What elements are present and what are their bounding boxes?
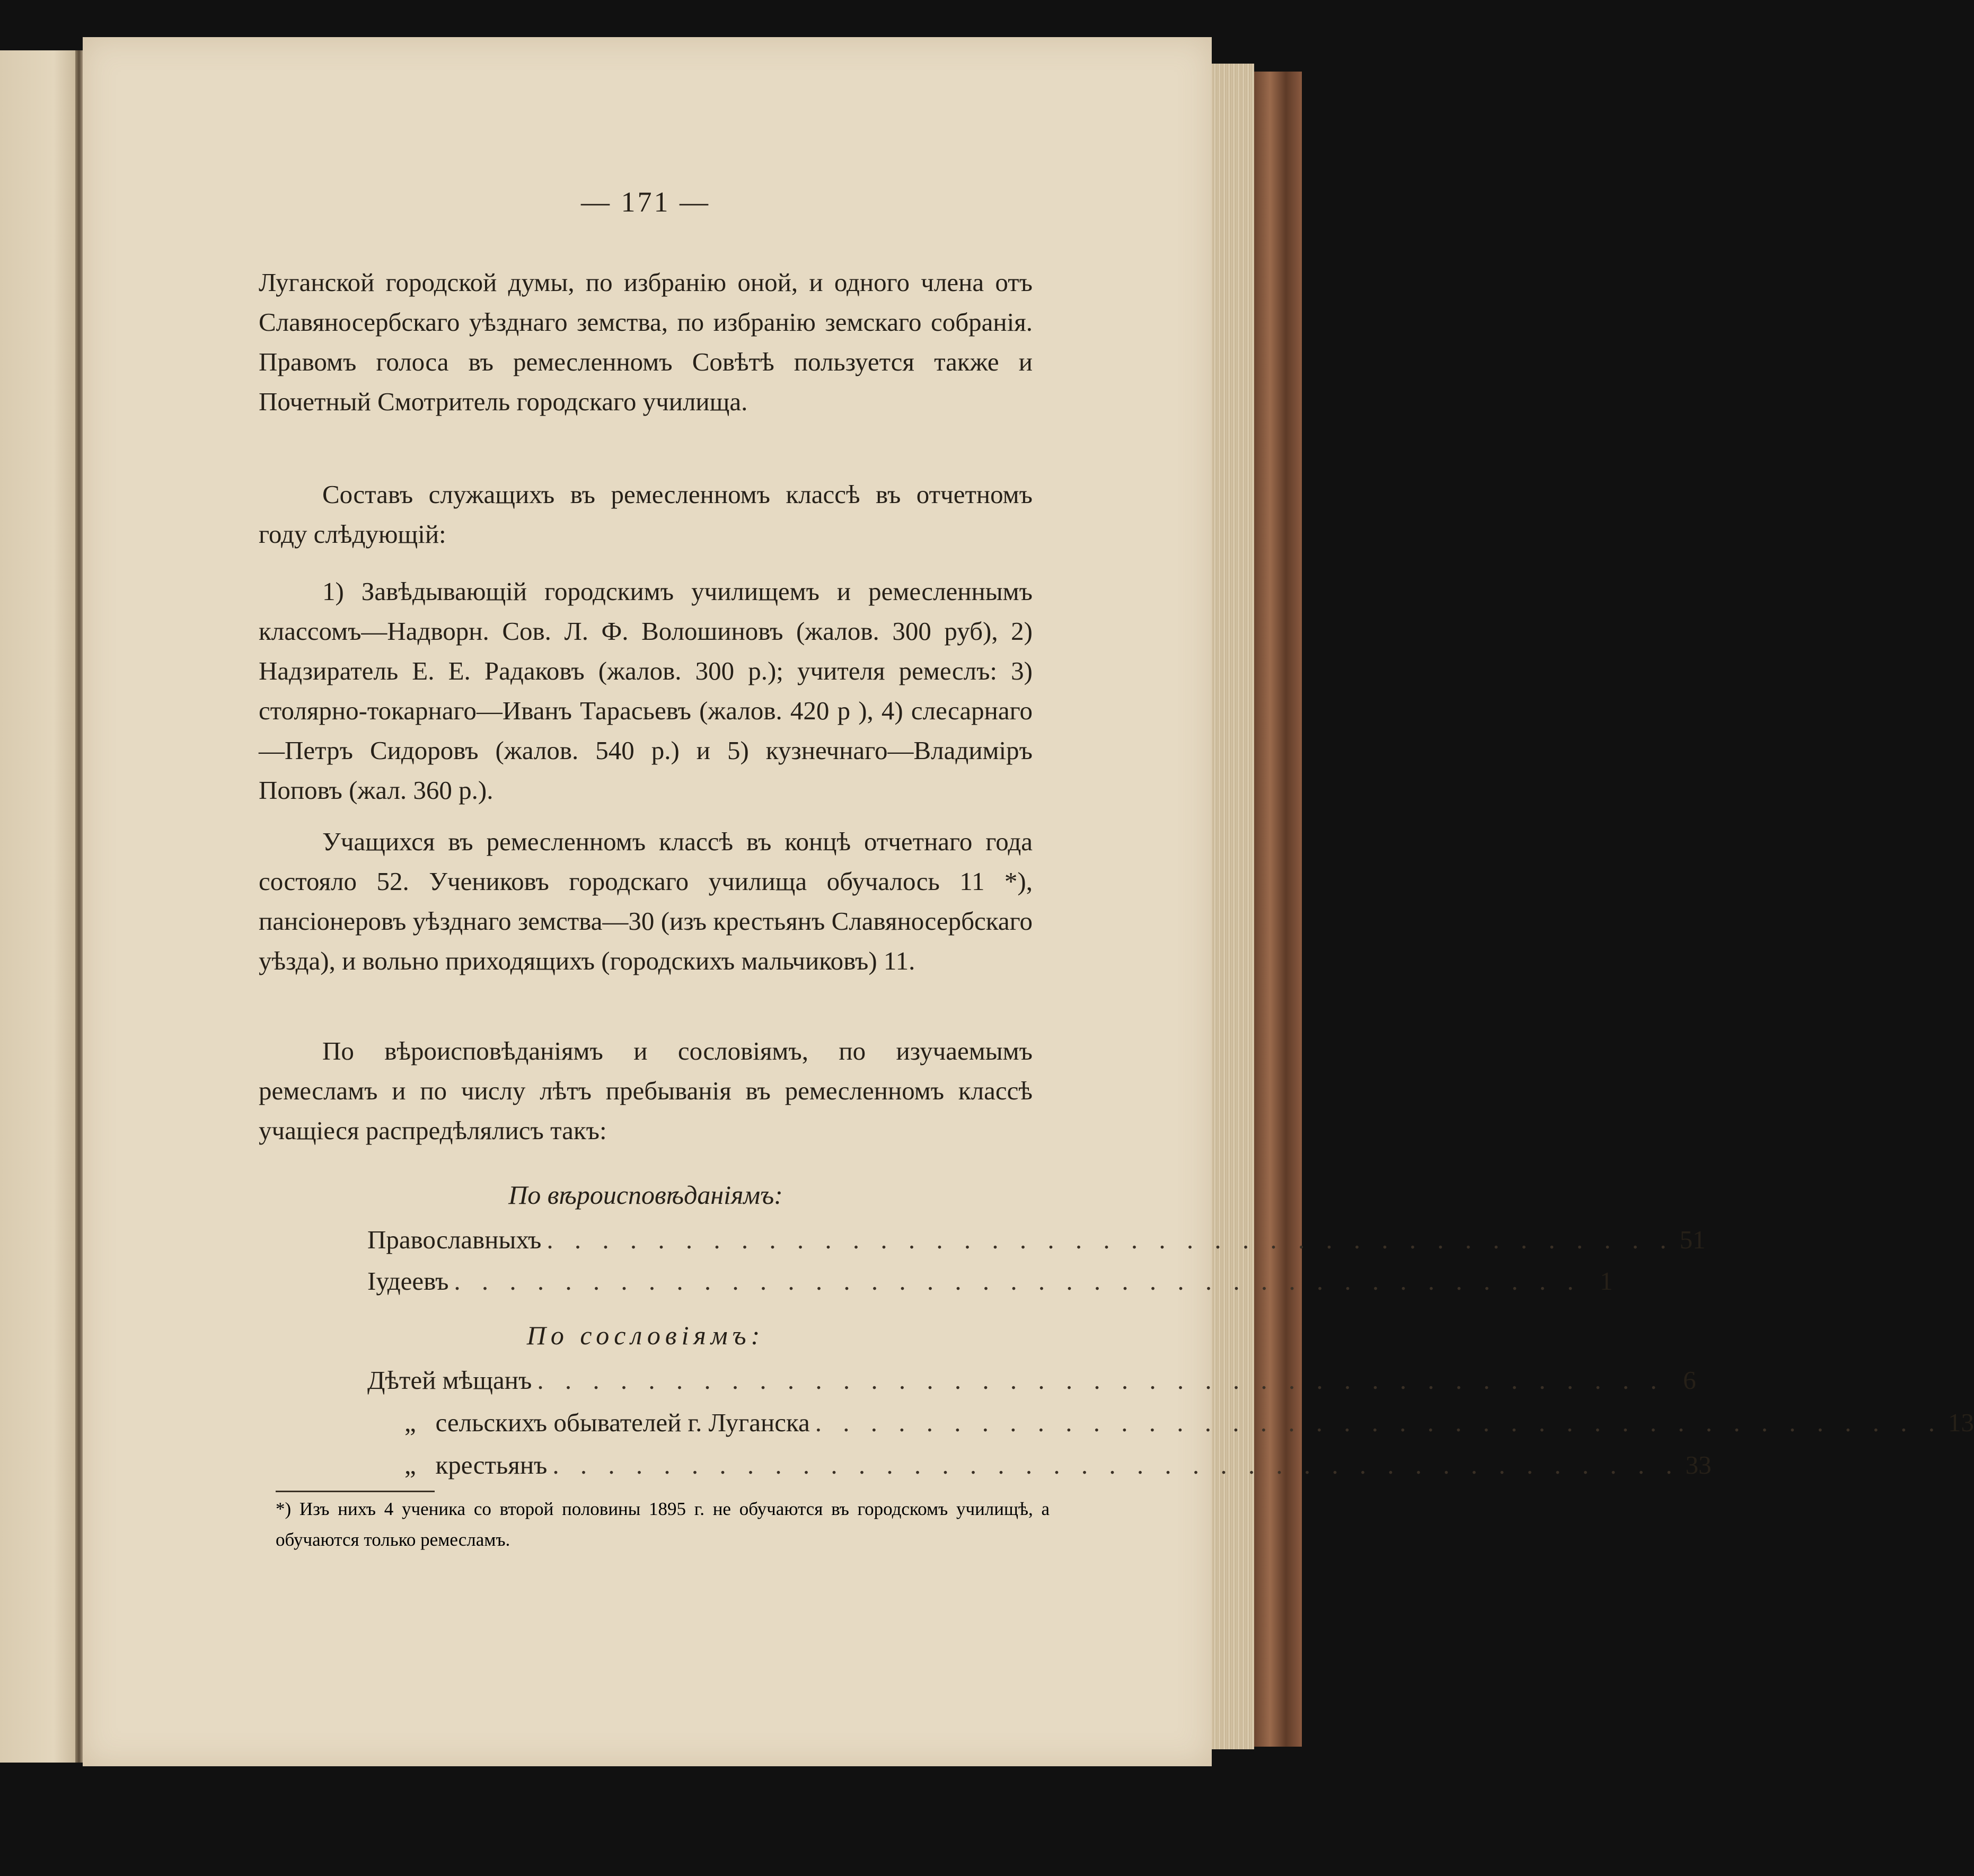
table-row: [367, 1266, 1613, 1296]
row-value: 13: [1948, 1408, 1974, 1437]
book-gutter: [75, 50, 83, 1763]
row-value: 1: [1600, 1266, 1613, 1296]
row-label: „ крестьянъ: [404, 1450, 548, 1479]
footnote: *) Изъ нихъ 4 ученика со второй половины 1895 г. не обучаются въ городскомъ училищѣ, а обучаются только ремесламъ.: [276, 1499, 1050, 1550]
dot-leader: . . . . . . . . . . . . . . . . . . . . . . . . . . . . . . . . . . . . . . . . .: [547, 1225, 1674, 1254]
footnote-rule: [276, 1491, 435, 1492]
paragraph-5: По вѣроисповѣданіямъ и сословіямъ, по изучаемымъ ремесламъ и по числу лѣтъ пребыванія въ ремесленномъ классѣ учащіеся распредѣлялисъ такъ:: [259, 1036, 1033, 1145]
dot-leader: . . . . . . . . . . . . . . . . . . . . . . . . . . . . . . . . . . . . . . . . .: [552, 1450, 1680, 1479]
dot-leader: . . . . . . . . . . . . . . . . . . . . . . . . . . . . . . . . . . . . . . . . .: [815, 1408, 1943, 1437]
row-value: 33: [1685, 1450, 1712, 1479]
paragraph-1: Луганской городской думы, по избранію оной, и одного члена отъ Славяносербскаго уѣзднаго земства, по избранію земскаго собранія. Правомъ голоса въ ремесленномъ Совѣтѣ пользуется также и Почетный Смотритель городскаго училища.: [259, 268, 1033, 416]
table-row: [367, 1225, 1706, 1255]
page-number: — 171 —: [581, 186, 710, 218]
table-row: [404, 1407, 1974, 1438]
table-row: [367, 1365, 1696, 1395]
dot-leader: . . . . . . . . . . . . . . . . . . . . . . . . . . . . . . . . . . . . . . . . .: [454, 1266, 1581, 1296]
paragraph-3: 1) Завѣдывающій городскимъ училищемъ и ремесленнымъ классомъ—Надворн. Сов. Л. Ф. Волошиновъ (жалов. 300 руб), 2) Надзиратель Е. Е. Радаковъ (жалов. 300 р.); учителя ремеслъ: 3) столярно-токарнаго—Иванъ Тарасьевъ (жалов. 420 р ), 4) слесарнаго—Петръ Сидоровъ (жалов. 540 р.) и 5) кузнечнаго—Владиміръ Поповъ (жал. 360 р.).: [259, 577, 1033, 805]
page-stack-edge: [1212, 64, 1254, 1749]
left-page-edge: [0, 50, 77, 1763]
paragraph-2: Составъ служащихъ въ ремесленномъ классѣ въ отчетномъ году слѣдующій:: [259, 480, 1033, 549]
section-heading-estate: По сословіямъ:: [526, 1320, 765, 1350]
paragraph-4: Учащихся въ ремесленномъ классѣ въ концѣ отчетнаго года состояло 52. Учениковъ городскаго училища обучалось 11 *), пансіонеровъ уѣзднаго земства—30 (изъ крестьянъ Славяносербскаго уѣзда), и вольно приходящихъ (городскихъ мальчиковъ) 11.: [259, 827, 1033, 975]
row-label: „ сельскихъ обывателей г. Луганска: [404, 1408, 810, 1437]
table-row: [404, 1450, 1712, 1480]
row-label: Дѣтей мѣщанъ: [367, 1366, 532, 1395]
row-value: 6: [1683, 1366, 1696, 1395]
row-label: Іудеевъ: [367, 1266, 449, 1296]
row-label: Православныхъ: [367, 1225, 542, 1254]
book-cover-edge: [1254, 72, 1302, 1747]
section-heading-religion: По вѣроисповѣданіямъ:: [508, 1180, 783, 1210]
row-value: 51: [1679, 1225, 1706, 1254]
dot-leader: . . . . . . . . . . . . . . . . . . . . . . . . . . . . . . . . . . . . . . . . .: [537, 1366, 1664, 1395]
